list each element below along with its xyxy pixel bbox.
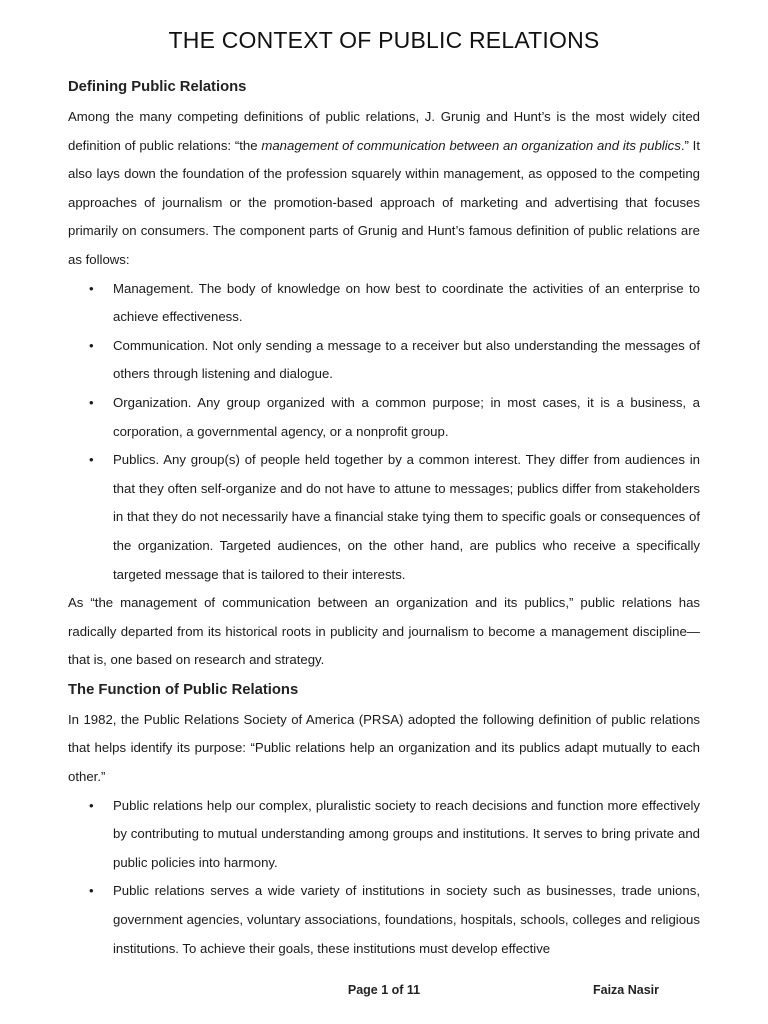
list-item-text: Public relations serves a wide variety of institutions in society such as businesses, trade unions, government agencies, voluntary associations, foundations, hospitals, schools, colleges and religious institutions. To achieve their goals, these institutions must develop effective	[113, 883, 700, 956]
section-intro-paragraph	[68, 103, 700, 275]
bullet-list-definition-components	[68, 275, 700, 590]
list-item	[89, 792, 700, 878]
bullet-list-function	[68, 792, 700, 964]
author-name: Faiza Nasir	[593, 983, 660, 997]
list-item	[89, 332, 700, 389]
list-item-text: Publics. Any group(s) of people held together by a common interest. They differ from audiences in that they often self-organize and do not have to attune to messages; publics differ from stakeholders in that they do not necessarily have a financial stake tying them to specific goals or consequences of the organization. Targeted audiences, on the other hand, are publics who receive a specifically targeted message that is tailored to their interests.	[113, 452, 700, 582]
intro-text-start: Among the many competing definitions of public relations, J. Grunig and Hunt’s is the most widely cited definition of public relations: “the	[68, 109, 700, 153]
section-heading-function: The Function of Public Relations	[68, 681, 299, 698]
bullet-icon: •	[89, 797, 94, 813]
list-item-text: Public relations help our complex, pluralistic society to reach decisions and function more effectively by contributing to mutual understanding among groups and institutions. It serves to bring private and public policies into harmony.	[113, 797, 700, 870]
section-heading-defining: Defining Public Relations	[68, 79, 247, 95]
section-intro-paragraph: In 1982, the Public Relations Society of America (PRSA) adopted the following definition of public relations that helps identify its purpose: “Public relations help an organization and its publics adapt mutually to each other.”	[68, 711, 700, 785]
list-item	[89, 877, 700, 963]
bullet-icon: •	[89, 452, 94, 468]
list-item-text: Communication. Not only sending a message to a receiver but also understanding the messages of others through listening and dialogue.	[113, 337, 700, 382]
list-item-text: Organization. Any group organized with a common purpose; in most cases, it is a business, a corporation, a governmental agency, or a nonprofit group.	[113, 394, 700, 439]
list-item-text: Management. The body of knowledge on how best to coordinate the activities of an enterprise to achieve effectiveness.	[113, 280, 700, 325]
section-closing-paragraph: As “the management of communication between an organization and its publics,” public relations has radically departed from its historical roots in publicity and journalism to become a management discipline—that is, one based on research and strategy.	[68, 595, 700, 668]
list-item	[89, 446, 700, 589]
list-item	[89, 275, 700, 332]
bullet-icon: •	[89, 883, 94, 899]
document-body	[68, 74, 700, 963]
page-title: THE CONTEXT OF PUBLIC RELATIONS	[168, 27, 600, 53]
bullet-icon: •	[89, 280, 94, 296]
bullet-icon: •	[89, 337, 94, 353]
list-item	[89, 389, 700, 446]
intro-italic-definition: management of communication between an organization and its publics	[261, 137, 681, 153]
page-number: Page 1 of 11	[347, 983, 421, 997]
bullet-icon: •	[89, 394, 94, 410]
intro-text-end: .” It also lays down the foundation of the profession squarely within management, as opposed to the competing approaches of journalism or the promotion-based approach of marketing and advertising that focuses primarily on consumers. The component parts of Grunig and Hunt’s famous definition of public relations are as follows:	[68, 137, 701, 267]
